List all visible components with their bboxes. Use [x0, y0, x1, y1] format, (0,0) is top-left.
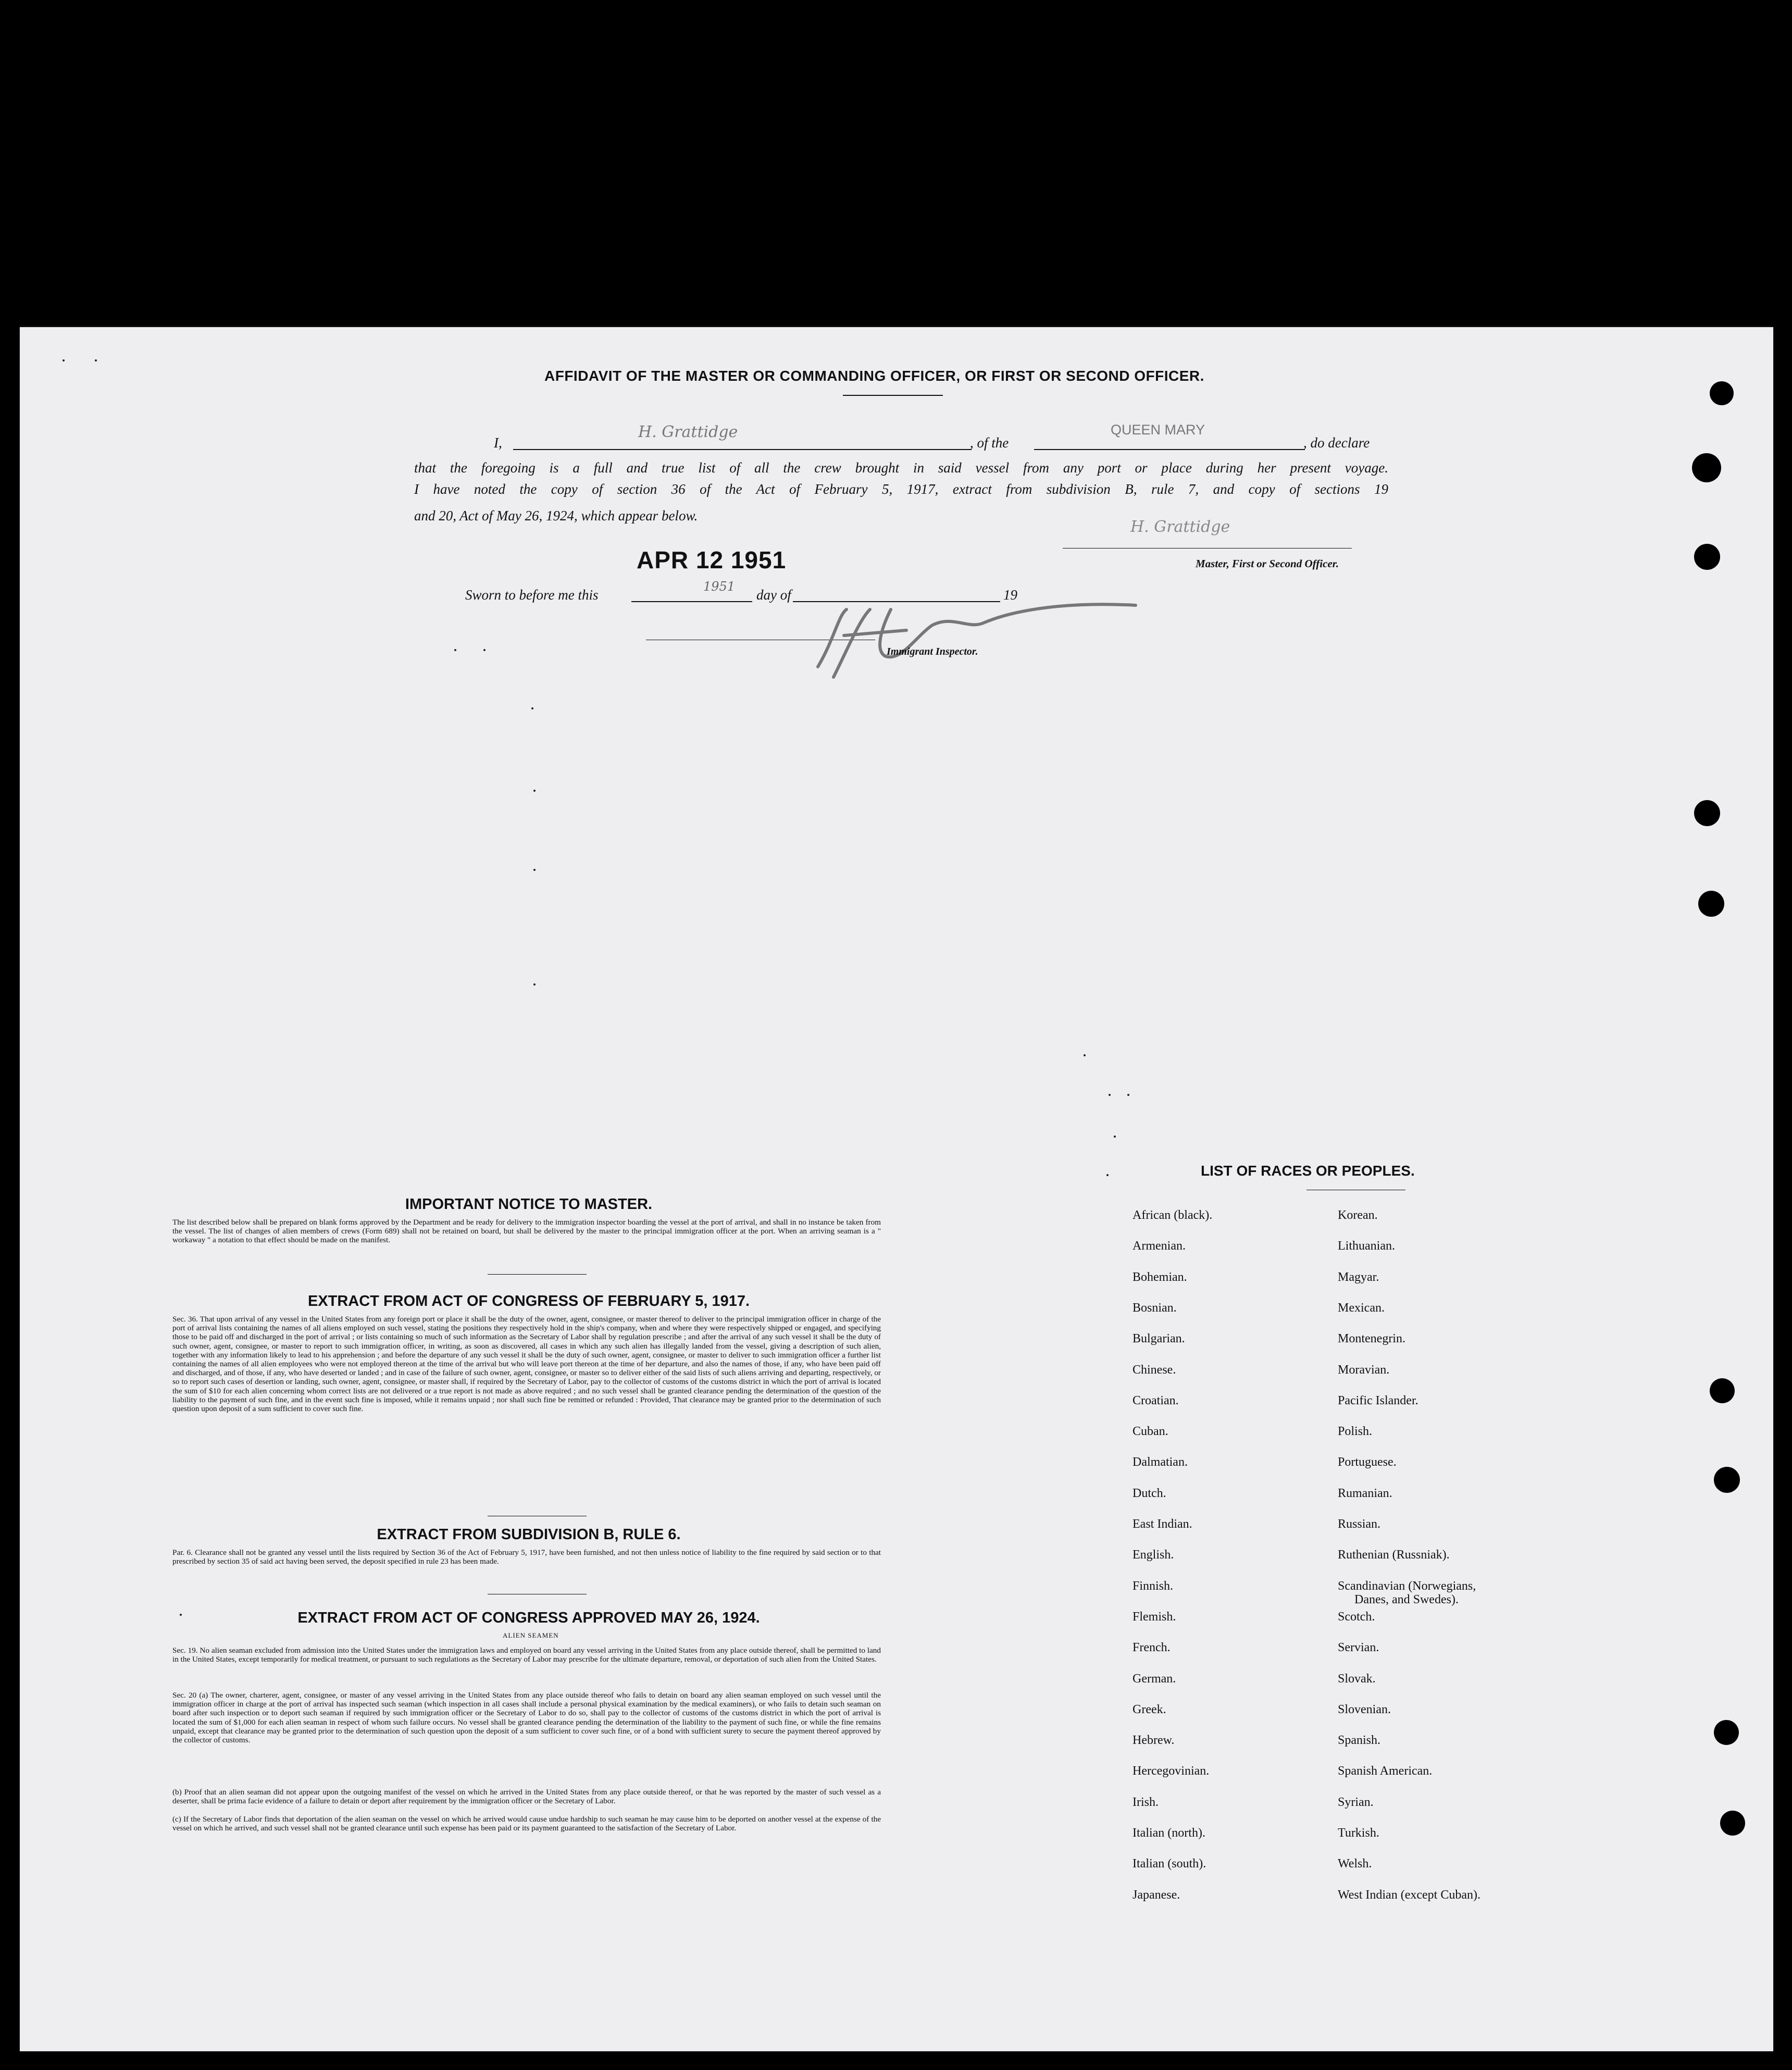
race-item: Dalmatian.	[1133, 1455, 1188, 1469]
speck	[533, 869, 536, 871]
speck	[533, 983, 536, 986]
notice-title: IMPORTANT NOTICE TO MASTER.	[405, 1196, 653, 1213]
race-item: Montenegrin.	[1338, 1332, 1405, 1346]
sec-19-body: Sec. 19. No alien seaman excluded from admission into the United States under the immigration laws and employed on board any vessel arriving in the United States from any place outside thereof, shall be permitted to land in the United States, except temporarily for medical treatment, or pursuant to such regulations as the Secretary of Labor may prescribe for the ultimate departure, removal, or deportation of such alien from the United States.	[172, 1646, 881, 1664]
race-item: Armenian.	[1133, 1239, 1186, 1253]
title-rule	[843, 395, 943, 396]
sworn-day-of: day of	[756, 587, 791, 603]
race-item: Slovenian.	[1338, 1702, 1391, 1716]
declaration-line-4: and 20, Act of May 26, 1924, which appear below.	[414, 508, 698, 523]
race-item: Irish.	[1133, 1795, 1159, 1809]
sec-20a-body: Sec. 20 (a) The owner, charterer, agent, consignee, or master of any vessel arriving in the United States from any place outside thereof who fails to detain on board any alien seaman employed on such vessel until the immigration officer in charge at the port of arrival has inspected such seaman (which inspection in all cases shall include a personal physical examination by the medical examiners), or who fails to detain such seaman on board after such inspection or to deport such seaman if required by such immigration officer or the Secretary of Labor to do so, shall pay to the collector of customs of the customs district in which the port of arrival is located the sum of $1,000 for each alien seaman in respect of whom such failure occurs. No vessel shall be granted clearance pending the determination of the liability to the payment of such fine, or while the fine remains unpaid, except that clearance may be granted prior to the determination of such question upon the deposit of a sum sufficient to cover such fine, or of a bond with sufficient surety to secure the payment thereof approved by the collector of customs.	[172, 1691, 881, 1745]
race-item: Lithuanian.	[1338, 1239, 1395, 1253]
race-item: Greek.	[1133, 1702, 1166, 1716]
sworn-year: 19	[1003, 587, 1017, 603]
race-item: Scotch.	[1338, 1610, 1375, 1624]
speck	[483, 649, 486, 651]
sworn-prefix: Sworn to before me this	[465, 587, 599, 603]
race-item: Hercegovinian.	[1133, 1764, 1210, 1778]
race-item: Polish.	[1338, 1425, 1373, 1439]
race-item: German.	[1133, 1672, 1176, 1686]
sec-20c-body: (c) If the Secretary of Labor finds that deportation of the alien seaman on the vessel on which he arrived would cause undue hardship to such seaman he may cause him to be deported on another vessel at the expense of the vessel on which he arrived, and such vessel shall not be granted clearance until such expense has been paid or its payment guaranteed to the satisfaction of the Secretary of Labor.	[172, 1815, 881, 1833]
race-item: Italian (south).	[1133, 1857, 1206, 1871]
race-item: Turkish.	[1338, 1826, 1379, 1840]
race-item: West Indian (except Cuban).	[1338, 1888, 1480, 1902]
master-caption: Master, First or Second Officer.	[1196, 557, 1339, 570]
declaration-of-the: , of the	[970, 435, 1009, 451]
vessel-blank	[1034, 449, 1305, 450]
race-item: Welsh.	[1338, 1857, 1372, 1871]
race-item: Flemish.	[1133, 1610, 1176, 1624]
speck	[1106, 1174, 1109, 1176]
speck	[95, 359, 97, 361]
race-item: Chinese.	[1133, 1363, 1176, 1377]
speck	[454, 649, 456, 651]
inspector-caption: Immigrant Inspector.	[887, 646, 978, 657]
sworn-day-blank	[631, 601, 752, 602]
speck	[1127, 1094, 1129, 1096]
race-item: Bohemian.	[1133, 1270, 1187, 1284]
race-item: Pacific Islander.	[1338, 1393, 1418, 1407]
punch-hole	[1714, 1720, 1739, 1745]
punch-hole	[1720, 1811, 1745, 1836]
speck	[533, 790, 536, 792]
races-title: LIST OF RACES OR PEOPLES.	[1201, 1163, 1415, 1179]
race-item: Mexican.	[1338, 1301, 1385, 1315]
race-item: Italian (north).	[1133, 1826, 1205, 1840]
race-item: Syrian.	[1338, 1795, 1374, 1809]
extract-1924-title: EXTRACT FROM ACT OF CONGRESS APPROVED MAY 26, 1924.	[297, 1610, 760, 1626]
vessel-name: QUEEN MARY	[1111, 422, 1205, 438]
race-item: Croatian.	[1133, 1393, 1179, 1407]
punch-hole	[1694, 544, 1720, 570]
race-item: Bulgarian.	[1133, 1332, 1185, 1346]
punch-hole	[1692, 453, 1721, 482]
race-item: Servian.	[1338, 1641, 1379, 1655]
declaration-i: I,	[494, 435, 502, 451]
punch-hole	[1714, 1467, 1740, 1493]
race-item: Finnish.	[1133, 1579, 1174, 1593]
race-item: Portuguese.	[1338, 1455, 1397, 1469]
declaration-line-3: I have noted the copy of section 36 of the Act of February 5, 1917, extract from subdivision B, rule 7, and copy of sections 19	[414, 481, 1388, 497]
punch-hole	[1710, 381, 1734, 405]
declaration-do-declare: , do declare	[1303, 435, 1370, 451]
speck	[1114, 1136, 1116, 1138]
handwritten-name: H. Grattidge	[638, 423, 738, 441]
race-item-continuation: Danes, and Swedes).	[1354, 1593, 1459, 1606]
race-item: English.	[1133, 1548, 1174, 1562]
race-item: Spanish American.	[1338, 1764, 1433, 1778]
rule-6-title: EXTRACT FROM SUBDIVISION B, RULE 6.	[377, 1526, 681, 1543]
race-item: Rumanian.	[1338, 1486, 1392, 1500]
notice-rule	[488, 1274, 587, 1275]
inspector-signature	[797, 578, 1151, 682]
rule-6-body: Par. 6. Clearance shall not be granted any vessel until the lists required by Section 36 of the Act of February 5, 1917, have been furnished, and not then unless notice of liability to the fine required by said section or to that prescribed by section 35 of said act having been served, the deposit specified in rule 23 has been made.	[172, 1548, 881, 1566]
speck	[180, 1614, 182, 1616]
race-item: Scandinavian (Norwegians,	[1338, 1579, 1476, 1593]
affidavit-title: AFFIDAVIT OF THE MASTER OR COMMANDING OFFICER, OR FIRST OR SECOND OFFICER.	[544, 368, 1204, 384]
race-item: Spanish.	[1338, 1734, 1381, 1748]
date-stamp: APR 12 1951	[637, 546, 787, 573]
speck	[1084, 1054, 1086, 1056]
punch-hole	[1710, 1378, 1735, 1403]
race-item: Japanese.	[1133, 1888, 1180, 1902]
race-item: Bosnian.	[1133, 1301, 1177, 1315]
speck	[531, 707, 533, 709]
speck	[63, 359, 65, 361]
name-blank	[513, 449, 972, 450]
sec-20b-body: (b) Proof that an alien seaman did not appear upon the outgoing manifest of the vessel on which he arrived in the United States from any place outside thereof, or that he was reported by the master of such vessel as a deserter, shall be prima facie evidence of a failure to detain or deport after requirement by the immigration officer or the Secretary of Labor.	[172, 1788, 881, 1806]
extract-1917-body: Sec. 36. That upon arrival of any vessel in the United States from any foreign port or place it shall be the duty of the owner, agent, consignee, or master thereof to deliver to the principal immigration officer in charge of the port of arrival lists containing the names of all aliens employed on such vessel, stating the positions they respectively hold in the ship's company, when and where they were respectively shipped or engaged, and specifying those to be paid off and discharged in the port of arrival ; or lists containing so much of such information as the Secretary of Labor shall by regulation prescribe ; and after the arrival of any such vessel it shall be the duty of such owner, agent, consignee, or master to report to such immigration officer, in writing, as soon as discovered, all cases in which any such alien has illegally landed from the vessel, giving a description of such alien, together with any information likely to lead to his apprehension ; and before the departure of any such vessel it shall be the duty of such owner, agent, consignee, or master to deliver to such immigration officer a further list containing the names of all alien employees who were not employed thereon at the time of the arrival but who will leave port thereon at the time of her departure, and also the names of those, if any, who have been paid off and discharged, and of those, if any, who have deserted or landed ; and in case of the failure of such owner, agent, consignee, or master so to deliver either of the said lists of such aliens arriving and departing, respectively, or so to report such cases of desertion or landing, such owner, agent, consignee, or master shall, if required by the Secretary of Labor, pay to the collector of customs of the customs district in which the port of arrival is located the sum of $10 for each alien concerning whom correct lists are not delivered or a true report is not made as above required ; and no such vessel shall be granted clearance pending the determination of the question of the liability to the payment of such fine, and in the event such fine is imposed, while it remains unpaid ; nor shall such fine be remitted or refunded : Provided, That clearance may be granted prior to the determination of such question upon deposit of a sum sufficient to cover such fine.	[172, 1315, 881, 1414]
race-item: African (black).	[1133, 1208, 1213, 1222]
extract-1917-title: EXTRACT FROM ACT OF CONGRESS OF FEBRUARY 5, 1917.	[307, 1293, 750, 1310]
punch-hole	[1698, 891, 1724, 917]
race-item: Dutch.	[1133, 1486, 1166, 1500]
alien-seamen-subtitle: ALIEN SEAMEN	[503, 1631, 559, 1639]
punch-hole	[1694, 800, 1720, 826]
race-item: Hebrew.	[1133, 1734, 1175, 1748]
notice-body: The list described below shall be prepared on blank forms approved by the Department and be ready for delivery to the immigration inspector boarding the vessel at the port of arrival, and shall in no instance be taken from the vessel. The list of changes of alien members of crews (Form 689) shall not be retained on board, but shall be delivered by the master to the principal immigration officer at the port. When an arriving seaman is a " workaway " a notation to that effect should be made on the manifest.	[172, 1218, 881, 1245]
race-item: Slovak.	[1338, 1672, 1376, 1686]
race-item: Magyar.	[1338, 1270, 1379, 1284]
race-item: Korean.	[1338, 1208, 1378, 1222]
race-item: East Indian.	[1133, 1517, 1192, 1531]
race-item: Ruthenian (Russniak).	[1338, 1548, 1450, 1562]
declaration-line-2: that the foregoing is a full and true list of all the crew brought in said vessel from any port or place during her present voyage.	[414, 460, 1388, 476]
race-item: Moravian.	[1338, 1363, 1390, 1377]
race-item: Russian.	[1338, 1517, 1381, 1531]
speck	[1109, 1094, 1111, 1096]
sworn-day-handwritten: 1951	[703, 579, 736, 594]
master-signature: H. Grattidge	[1130, 518, 1230, 536]
race-item: Cuban.	[1133, 1425, 1168, 1439]
race-item: French.	[1133, 1641, 1171, 1655]
